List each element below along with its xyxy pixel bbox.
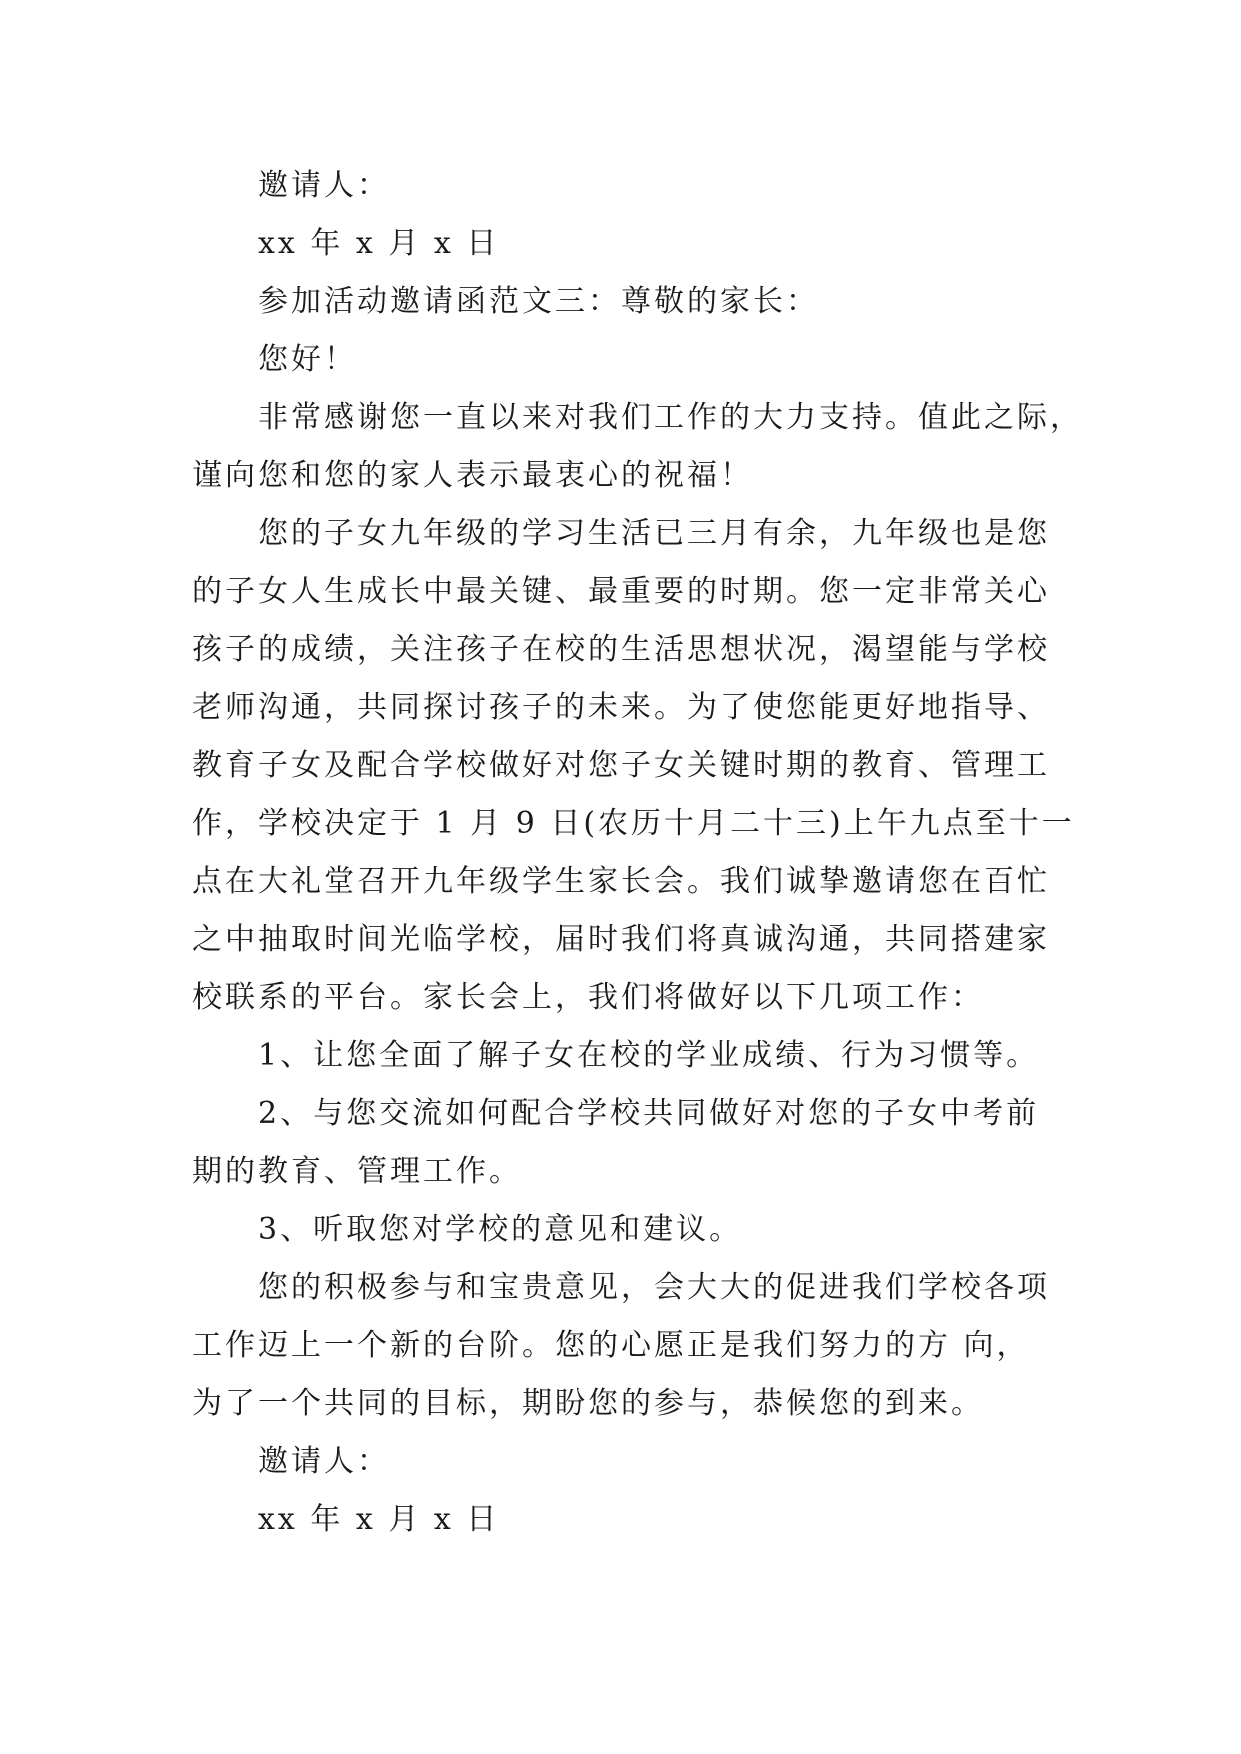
- paragraph-line: 为了一个共同的目标，期盼您的参与，恭候您的到来。: [192, 1386, 984, 1421]
- section-heading: 参加活动邀请函范文三：尊敬的家长：: [258, 284, 819, 319]
- list-item: 1、让您全面了解子女在校的学业成绩、行为习惯等。: [258, 1038, 1040, 1073]
- paragraph-line: 作，学校决定于 1 月 9 日(农历十月二十三)上午九点至十一: [192, 806, 1075, 841]
- list-item: 3、听取您对学校的意见和建议。: [258, 1212, 743, 1247]
- paragraph-line: 非常感谢您一直以来对我们工作的大力支持。值此之际，: [258, 400, 1083, 435]
- paragraph-line: 谨向您和您的家人表示最衷心的祝福！: [192, 458, 753, 493]
- date-line: xx 年 x 月 x 日: [258, 226, 500, 261]
- paragraph-line: 老师沟通，共同探讨孩子的未来。为了使您能更好地指导、: [192, 690, 1050, 725]
- greeting: 您好！: [258, 342, 357, 377]
- signature-label: 邀请人：: [258, 168, 390, 203]
- paragraph-line: 之中抽取时间光临学校，届时我们将真诚沟通，共同搭建家: [192, 922, 1050, 957]
- signature-label: 邀请人：: [258, 1444, 390, 1479]
- paragraph-line: 您的积极参与和宝贵意见，会大大的促进我们学校各项: [258, 1270, 1050, 1305]
- paragraph-line: 教育子女及配合学校做好对您子女关键时期的教育、管理工: [192, 748, 1050, 783]
- paragraph-line: 您的子女九年级的学习生活已三月有余，九年级也是您: [258, 516, 1050, 551]
- list-item: 2、与您交流如何配合学校共同做好对您的子女中考前: [258, 1096, 1040, 1131]
- list-item-continuation: 期的教育、管理工作。: [192, 1154, 522, 1189]
- paragraph-line: 校联系的平台。家长会上，我们将做好以下几项工作：: [192, 980, 984, 1015]
- date-line: xx 年 x 月 x 日: [258, 1502, 500, 1537]
- paragraph-line: 点在大礼堂召开九年级学生家长会。我们诚挚邀请您在百忙: [192, 864, 1050, 899]
- paragraph-line: 孩子的成绩，关注孩子在校的生活思想状况，渴望能与学校: [192, 632, 1050, 667]
- paragraph-line: 的子女人生成长中最关键、最重要的时期。您一定非常关心: [192, 574, 1050, 609]
- paragraph-line: 工作迈上一个新的台阶。您的心愿正是我们努力的方 向，: [192, 1328, 1030, 1363]
